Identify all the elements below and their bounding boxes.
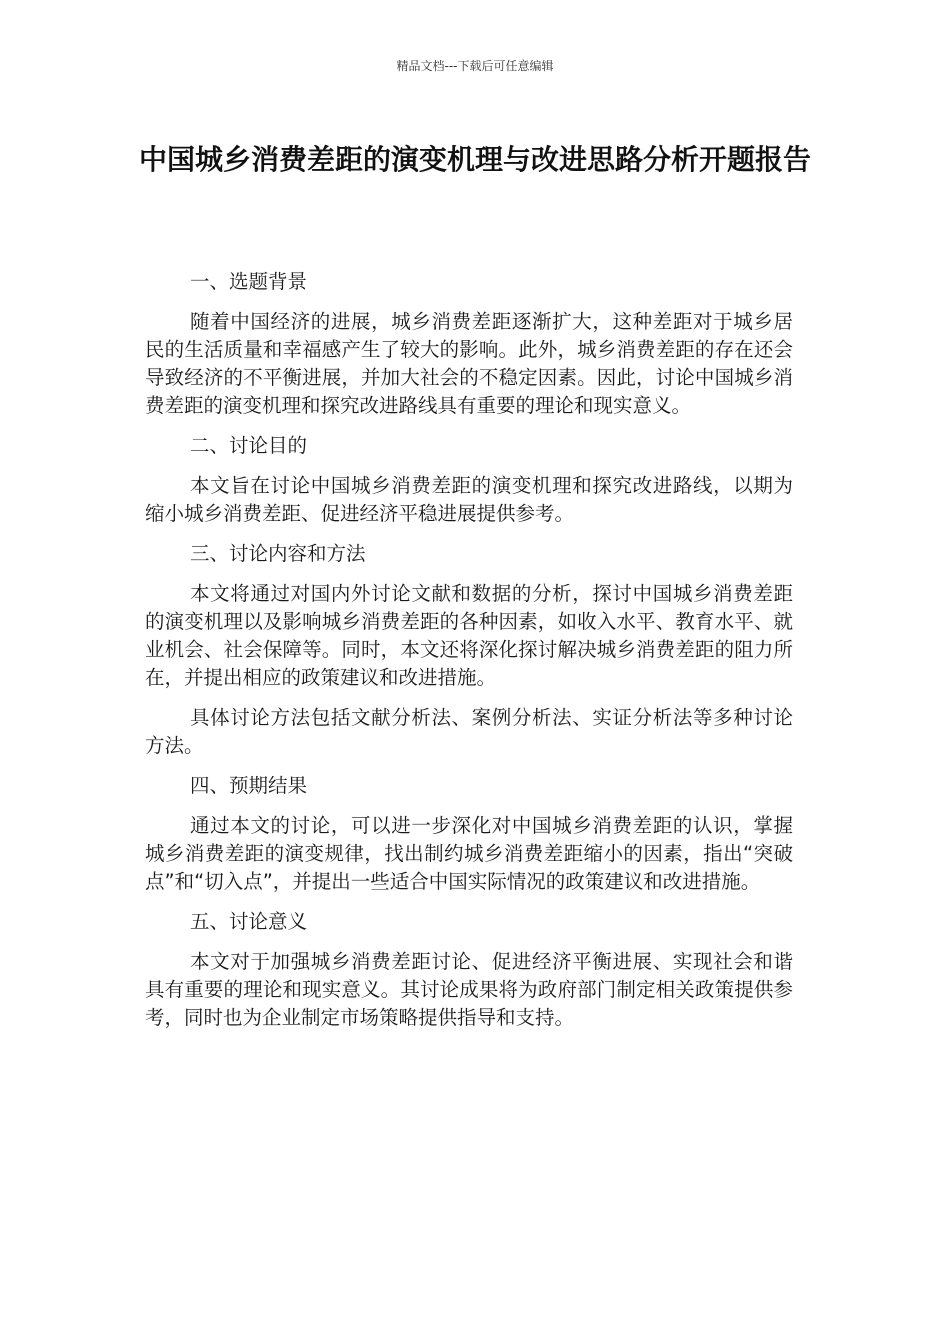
section-heading-content-method: 三、讨论内容和方法: [190, 542, 366, 565]
section-heading-expected-results: 四、预期结果: [190, 774, 308, 797]
section-heading-significance: 五、讨论意义: [190, 910, 308, 933]
paragraph: 本文对于加强城乡消费差距讨论、促进经济平衡进展、实现社会和谐具有重要的理论和现实意义。其讨论成果将为政府部门制定相关政策提供参考，同时也为企业制定市场策略提供指导和支持。: [145, 950, 793, 1029]
section-heading-purpose: 二、讨论目的: [190, 434, 308, 457]
paragraph: 随着中国经济的进展，城乡消费差距逐渐扩大，这种差距对于城乡居民的生活质量和幸福感产生了较大的影响。此外，城乡消费差距的存在还会导致经济的不平衡进展，并加大社会的不稳定因素。因此，讨论中国城乡消费差距的演变机理和探究改进路线具有重要的理论和现实意义。: [145, 310, 793, 417]
document-title: 中国城乡消费差距的演变机理与改进思路分析开题报告: [138, 143, 811, 176]
section-heading-background: 一、选题背景: [190, 270, 308, 293]
document-body: [145, 268, 793, 1044]
paragraph: 具体讨论方法包括文献分析法、案例分析法、实证分析法等多种讨论方法。: [145, 706, 793, 757]
paragraph: 本文将通过对国内外讨论文献和数据的分析，探讨中国城乡消费差距的演变机理以及影响城乡消费差距的各种因素，如收入水平、教育水平、就业机会、社会保障等。同时，本文还将深化探讨解决城乡消费差距的阻力所在，并提出相应的政策建议和改进措施。: [145, 582, 793, 689]
paragraph: 本文旨在讨论中国城乡消费差距的演变机理和探究改进路线，以期为缩小城乡消费差距、促进经济平稳进展提供参考。: [145, 474, 793, 525]
paragraph: 通过本文的讨论，可以进一步深化对中国城乡消费差距的认识，掌握城乡消费差距的演变规律，找出制约城乡消费差距缩小的因素，指出“突破点”和“切入点”，并提出一些适合中国实际情况的政策建议和改进措施。: [145, 814, 793, 893]
page-header: 精品文档---下载后可任意编辑: [396, 59, 554, 73]
